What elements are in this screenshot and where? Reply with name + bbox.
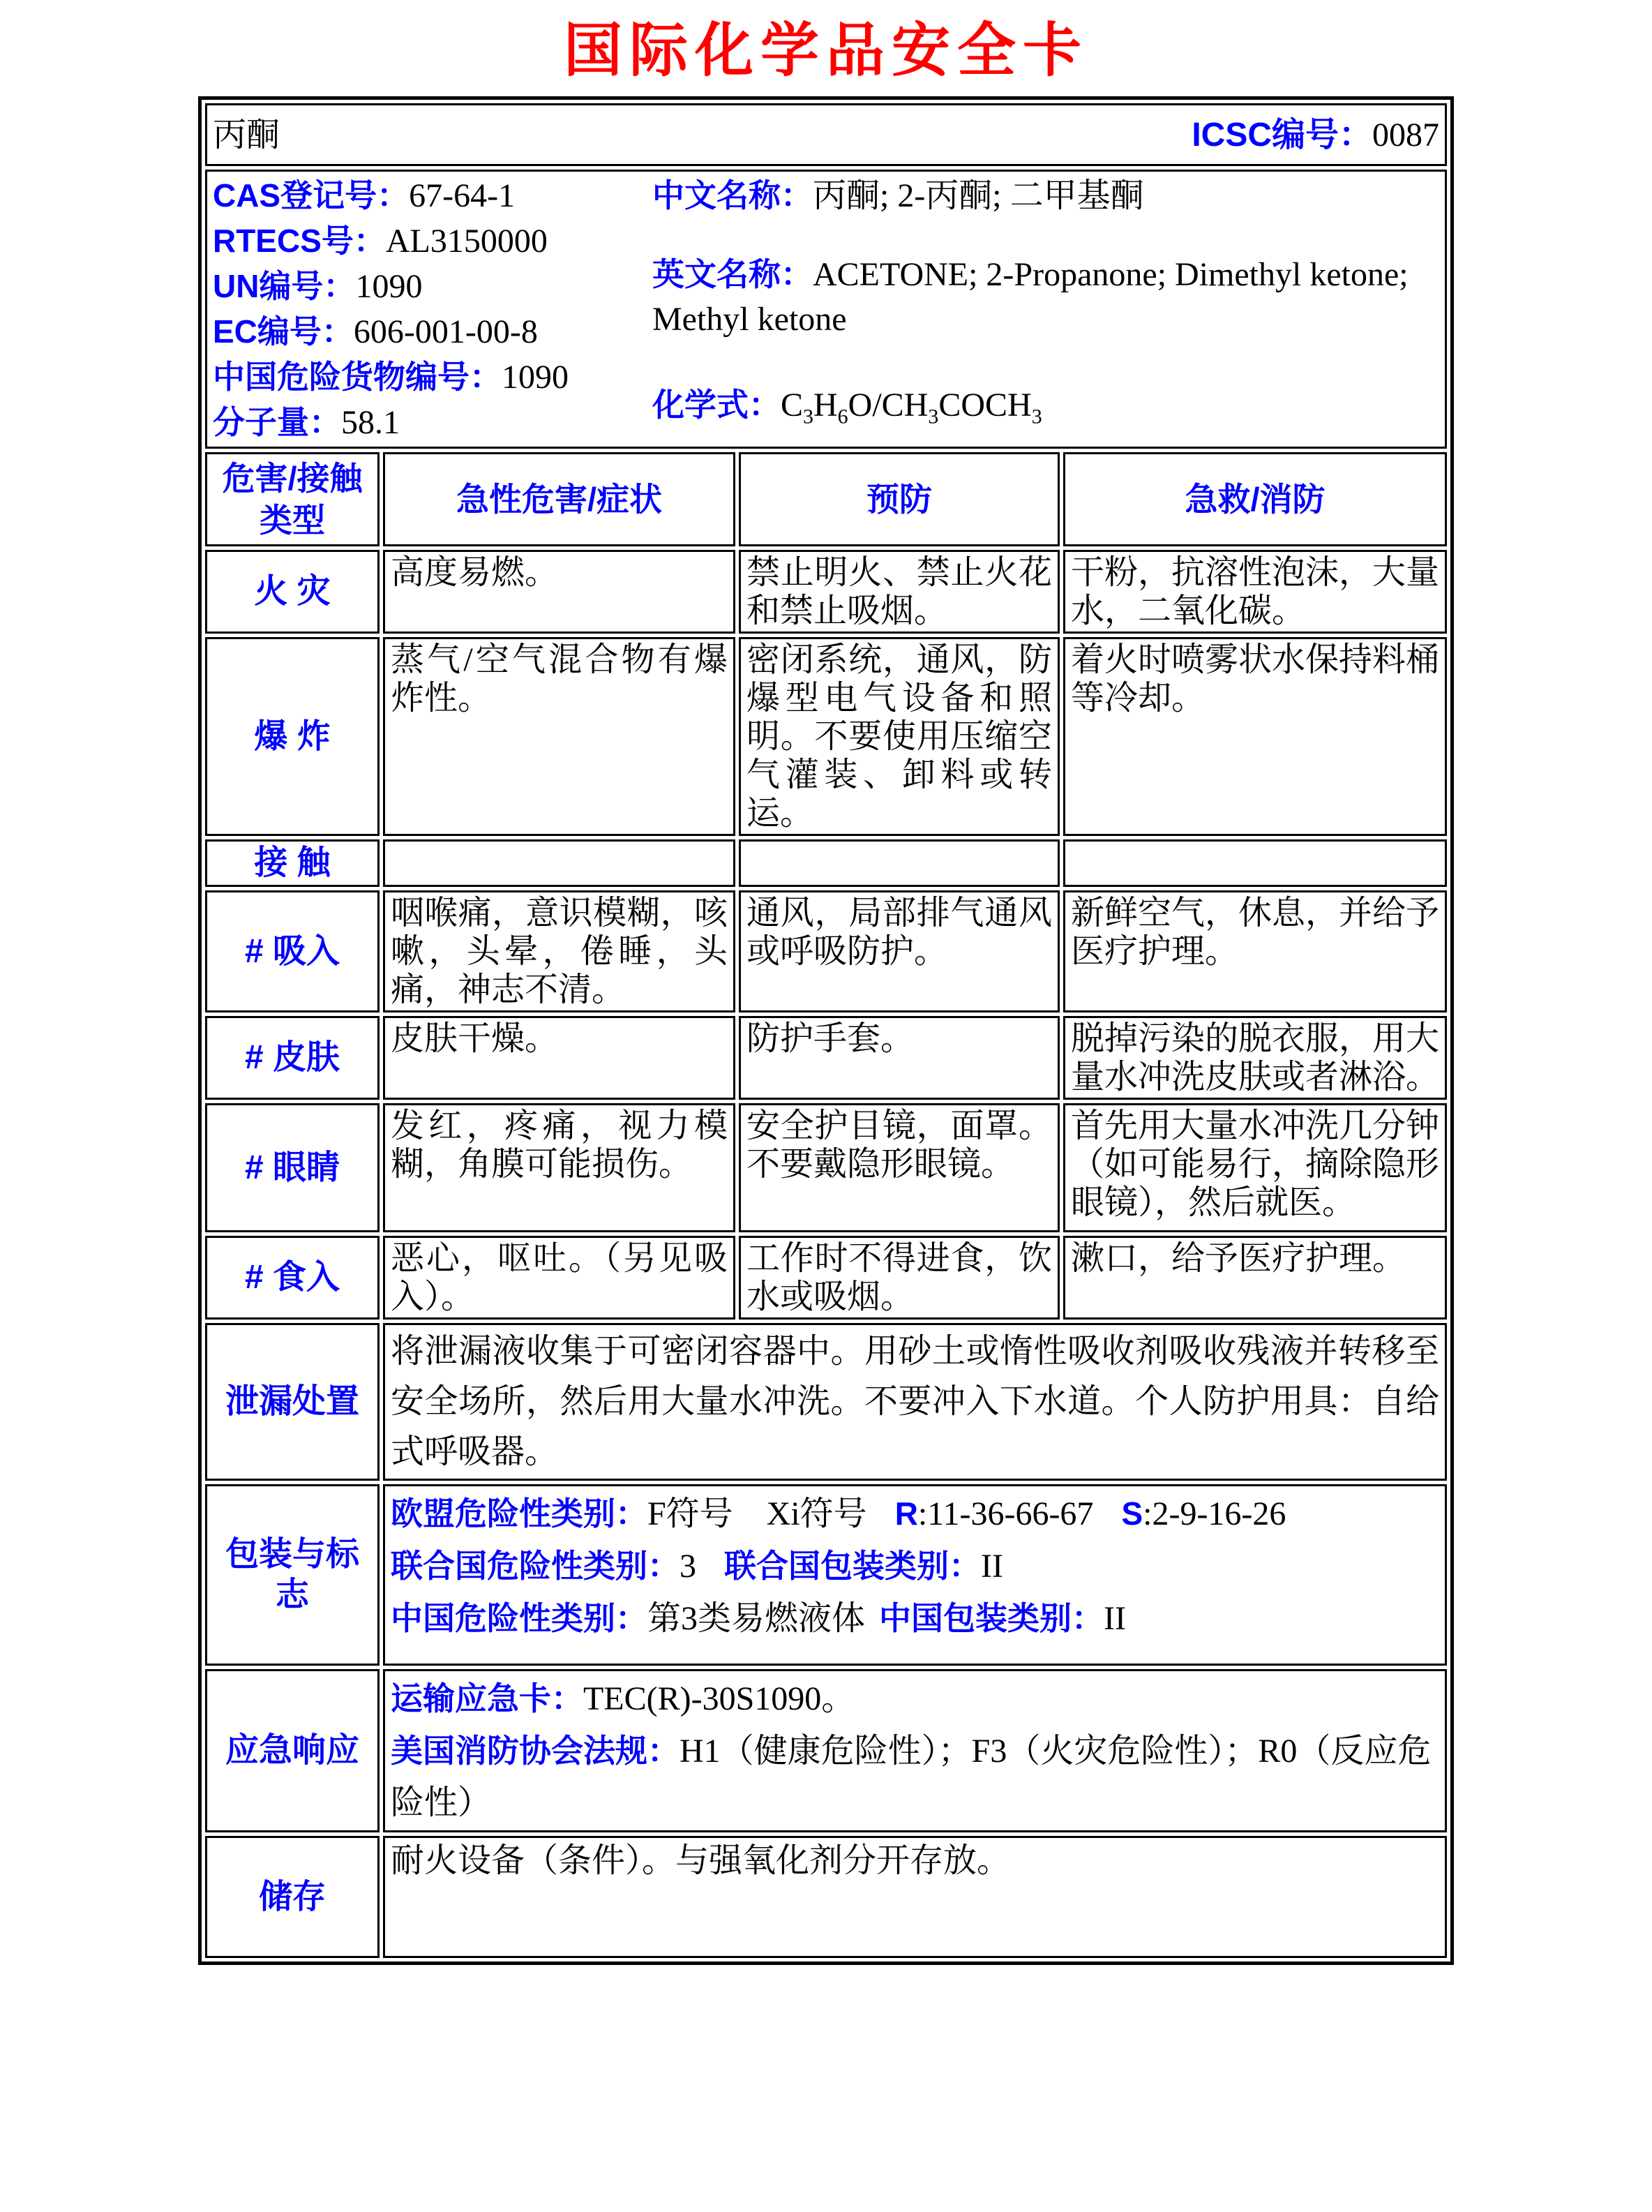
chemical-formula-label: 化学式： (652, 387, 781, 423)
emergency-type-cell: 应急响应 (205, 1669, 380, 1832)
english-name-label: 英文名称： (652, 256, 813, 292)
english-name-value: ACETONE; 2-Propanone; Dimethyl ketone; Methyl ketone (652, 256, 1409, 338)
english-name-line (652, 252, 1439, 342)
china-dg-label: 中国危险货物编号： (212, 359, 502, 395)
formula-part: COCH (938, 387, 1032, 424)
formula-part: C (780, 387, 803, 424)
nfpa-code-value: H1（健康危险性）；F3（火灾危险性）；R0（反应危险性） (390, 1733, 1432, 1821)
response-cell: 着火时喷雾状水保持料桶等冷却。 (1063, 637, 1447, 836)
formula-subscript: 3 (928, 405, 939, 428)
identifiers-row (205, 170, 1447, 449)
spill-type-cell: 泄漏处置 (205, 1323, 380, 1481)
rtecs-value: AL3150000 (385, 223, 548, 260)
un-value: 1090 (355, 268, 423, 305)
r-phrase-value: :11-36-66-67 (917, 1495, 1094, 1532)
icsc-number (1192, 116, 1439, 154)
chinese-name-value: 丙酮; 2-丙酮; 二甲基酮 (812, 177, 1144, 214)
chinese-name-line (652, 173, 1439, 218)
spill-content-cell (383, 1323, 1447, 1481)
ec-label: EC编号： (212, 313, 354, 350)
un-hazard-class-label: 联合国危险性类别： (390, 1548, 679, 1584)
hazard-row-skin (205, 1016, 1447, 1100)
response-cell: 新鲜空气，休息，并给予医疗护理。 (1063, 890, 1447, 1012)
card-header-cell (205, 103, 1447, 166)
r-phrase-label: R (894, 1495, 918, 1532)
hazard-row-contact (205, 839, 1447, 887)
response-cell: 首先用大量水冲洗几分钟（如可能易行，摘除隐形眼镜），然后就医。 (1063, 1103, 1447, 1232)
eu-classification-line (391, 1488, 1439, 1540)
formula-subscript: 3 (1031, 405, 1042, 428)
china-packing-group-value: II (1104, 1600, 1126, 1637)
hazard-row-inhalation (205, 890, 1447, 1012)
transport-emergency-card-line (391, 1673, 1439, 1725)
hazard-row-fire (205, 550, 1447, 634)
type-cell: # 皮肤 (205, 1016, 380, 1100)
nfpa-code-label: 美国消防协会法规： (390, 1733, 679, 1769)
china-dg-number-line (213, 354, 652, 400)
transport-emergency-card-label: 运输应急卡： (390, 1680, 583, 1717)
formula-part: O/CH (848, 387, 929, 424)
prevention-cell: 密闭系统，通风，防爆型电气设备和照明。不要使用压缩空气灌装、卸料或转运。 (739, 637, 1060, 836)
transport-emergency-card-value: TEC(R)-30S1090。 (583, 1680, 855, 1717)
un-label: UN编号： (212, 268, 356, 304)
molecular-weight-label: 分子量： (212, 404, 341, 440)
response-cell: 漱口，给予医疗护理。 (1063, 1236, 1447, 1320)
card-header-row (205, 103, 1447, 166)
molecular-weight-value: 58.1 (340, 404, 400, 441)
formula-subscript: 6 (837, 405, 848, 428)
header-cell-response: 急救/消防 (1063, 452, 1447, 546)
chemical-name: 丙酮 (212, 116, 280, 154)
type-cell: # 食入 (205, 1236, 380, 1320)
china-hazard-class-value: 第3类易燃液体 (647, 1600, 865, 1637)
s-phrase-label: S (1121, 1495, 1143, 1532)
symptoms-cell: 发红，疼痛，视力模糊，角膜可能损伤。 (383, 1103, 735, 1232)
type-cell: # 眼睛 (205, 1103, 380, 1232)
symptoms-cell: 皮肤干燥。 (383, 1016, 735, 1100)
safety-card-table (198, 96, 1454, 1965)
ec-number-line (213, 309, 652, 354)
cas-value: 67-64-1 (409, 177, 516, 214)
emergency-content-cell (383, 1669, 1447, 1832)
type-cell: 火 灾 (205, 550, 380, 634)
symptoms-cell: 高度易燃。 (383, 550, 735, 634)
header-cell-symptoms: 急性危害/症状 (383, 452, 735, 546)
packaging-content-cell (383, 1484, 1447, 1666)
symptoms-cell: 蒸气/空气混合物有爆炸性。 (383, 637, 735, 836)
spill-text: 将泄漏液收集于可密闭容器中。用砂土或惰性吸收剂吸收残液并转移至安全场所，然后用大量水冲洗。不要冲入下水道。个人防护用具：自给式呼吸器。 (390, 1333, 1439, 1470)
identifiers-cell (205, 170, 1447, 449)
storage-content-cell (383, 1836, 1447, 1958)
prevention-cell: 禁止明火、禁止火花和禁止吸烟。 (739, 550, 1060, 634)
chinese-name-label: 中文名称： (652, 177, 813, 214)
packaging-type-cell: 包装与标志 (205, 1484, 380, 1666)
prevention-cell: 安全护目镜，面罩。不要戴隐形眼镜。 (739, 1103, 1060, 1232)
chemical-formula-value (780, 387, 1042, 428)
prevention-cell (739, 839, 1060, 887)
cas-number-line (213, 173, 652, 218)
response-cell: 脱掉污染的脱衣服，用大量水冲洗皮肤或者淋浴。 (1063, 1016, 1447, 1100)
prevention-cell: 工作时不得进食，饮水或吸烟。 (739, 1236, 1060, 1320)
header-cell-prevention: 预防 (739, 452, 1060, 546)
molecular-weight-line (213, 400, 652, 445)
nfpa-code-line (391, 1725, 1439, 1829)
un-packing-group-value: II (980, 1548, 1003, 1585)
eu-classification-label: 欧盟危险性类别： (390, 1495, 647, 1532)
symptoms-cell: 咽喉痛，意识模糊，咳嗽，头晕，倦睡，头痛，神志不清。 (383, 890, 735, 1012)
un-packing-group-label: 联合国包装类别： (723, 1548, 981, 1584)
un-classification-line (391, 1540, 1439, 1592)
formula-part: H (813, 387, 838, 424)
storage-text: 耐火设备（条件）。与强氧化剂分开存放。 (390, 1842, 1010, 1879)
icsc-number-value: 0087 (1372, 116, 1439, 154)
un-hazard-class-value: 3 (679, 1548, 696, 1585)
identifiers-right-column (652, 173, 1439, 445)
hazard-row-eyes (205, 1103, 1447, 1232)
un-number-line (213, 264, 652, 309)
formula-subscript: 3 (803, 405, 813, 428)
hazard-row-ingestion (205, 1236, 1447, 1320)
cas-label: CAS登记号： (212, 177, 410, 214)
rtecs-number-line (213, 218, 652, 264)
emergency-row (205, 1669, 1447, 1832)
china-hazard-class-label: 中国危险性类别： (390, 1600, 647, 1636)
chemical-formula-line (652, 382, 1439, 428)
header-cell-type: 危害/接触类型 (205, 452, 380, 546)
china-packing-group-label: 中国包装类别： (879, 1600, 1104, 1636)
symptoms-cell (383, 839, 735, 887)
china-classification-line (391, 1592, 1439, 1645)
rtecs-label: RTECS号： (212, 223, 386, 259)
response-cell (1063, 839, 1447, 887)
type-cell: 接 触 (205, 839, 380, 887)
identifiers-left-column (213, 173, 652, 445)
hazard-row-explosion (205, 637, 1447, 836)
prevention-cell: 通风，局部排气通风或呼吸防护。 (739, 890, 1060, 1012)
type-cell: 爆 炸 (205, 637, 380, 836)
prevention-cell: 防护手套。 (739, 1016, 1060, 1100)
type-cell: # 吸入 (205, 890, 380, 1012)
hazard-header-row (205, 452, 1447, 546)
s-phrase-value: :2-9-16-26 (1143, 1495, 1286, 1532)
storage-row (205, 1836, 1447, 1958)
storage-type-cell: 储存 (205, 1836, 380, 1958)
china-dg-value: 1090 (501, 359, 569, 396)
ec-value: 606-001-00-8 (353, 313, 538, 350)
response-cell: 干粉，抗溶性泡沫，大量水，二氧化碳。 (1063, 550, 1447, 634)
spill-row (205, 1323, 1447, 1481)
packaging-row (205, 1484, 1447, 1666)
eu-classification-value: F符号 Xi符号 (647, 1495, 867, 1532)
symptoms-cell: 恶心，呕吐。（另见吸入）。 (383, 1236, 735, 1320)
icsc-number-label: ICSC编号： (1192, 116, 1372, 154)
page-title: 国际化学品安全卡 (563, 19, 1088, 84)
